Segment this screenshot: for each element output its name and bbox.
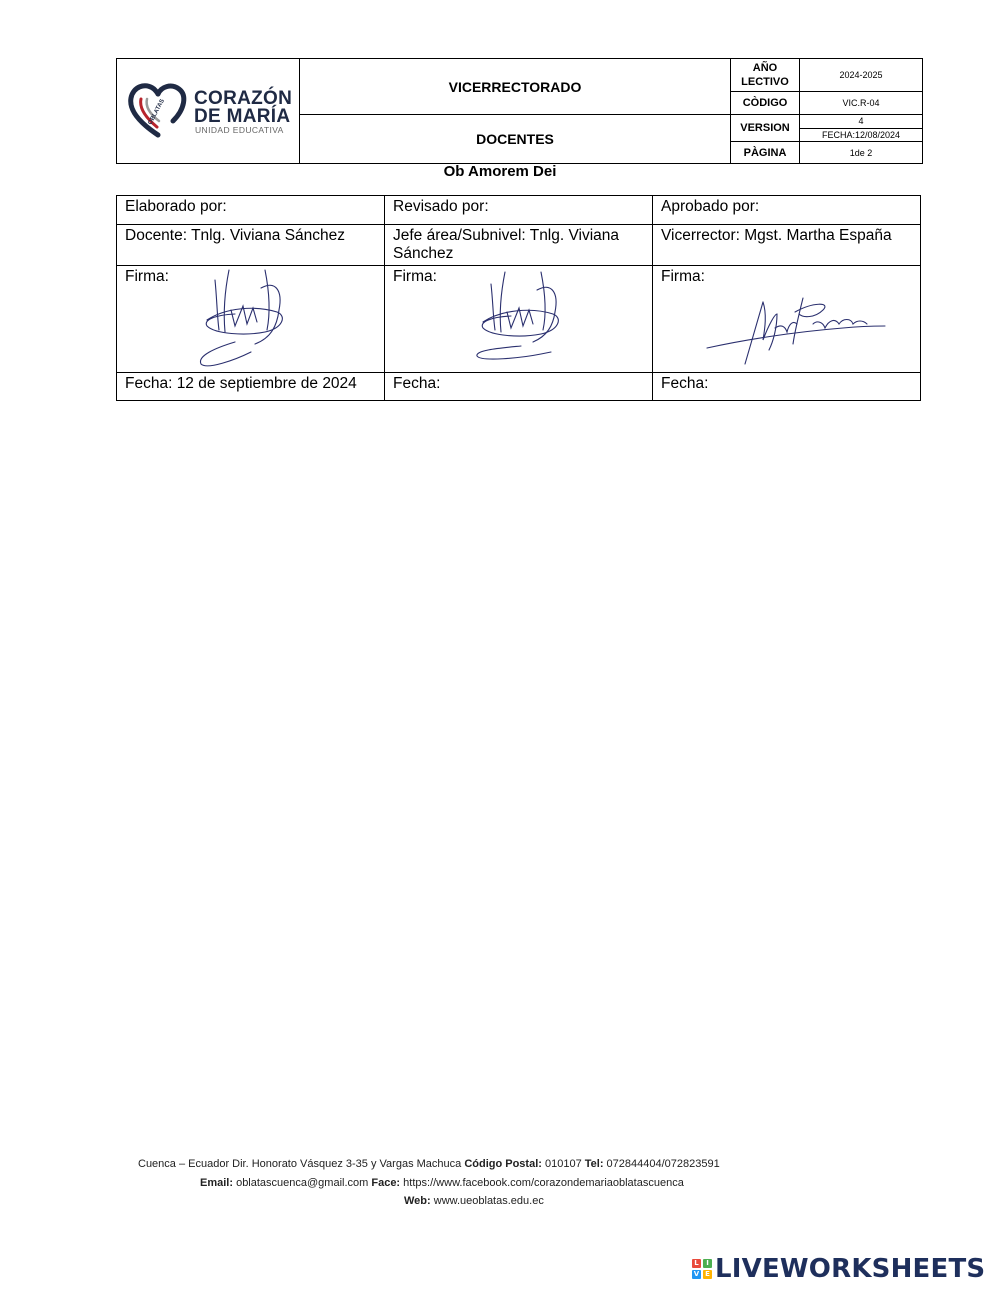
footer-face-value[interactable]: https://www.facebook.com/corazondemariaoblatascuenca (400, 1177, 684, 1189)
name-aprobado: Vicerrector: Mgst. Martha España (653, 225, 921, 266)
approval-table (116, 195, 921, 401)
footer-face-label: Face: (371, 1177, 401, 1189)
logo-line-1: CORAZÓN (194, 88, 293, 109)
logo-heart-text: OBLATAS (147, 98, 166, 126)
value-ano-lectivo: 2024-2025 (800, 59, 923, 92)
label-codigo: CÒDIGO (731, 92, 800, 115)
footer-line-contact (200, 1177, 684, 1189)
footer-email-value[interactable]: oblatascuenca@gmail.com (233, 1177, 372, 1189)
footer-web-label: Web: (404, 1195, 431, 1207)
signature-image-1 (195, 260, 295, 372)
document-header (116, 58, 923, 164)
signature-image-3 (703, 284, 893, 368)
brand-grid-cell: E (703, 1270, 712, 1279)
value-pagina: 1de 2 (800, 142, 923, 164)
brand-grid-cell: V (693, 1270, 700, 1278)
footer-postal-value: 010107 (541, 1158, 585, 1170)
footer-line-web (404, 1195, 544, 1207)
value-codigo: VIC.R-04 (800, 92, 923, 115)
firma-label: Firma: (661, 268, 705, 285)
footer-address: Cuenca – Ecuador Dir. Honorato Vásquez 3-35 y Vargas Machuca (138, 1158, 465, 1170)
date-revisado: Fecha: (385, 373, 653, 401)
signature-cell-aprobado (653, 266, 921, 373)
version-date: FECHA:12/08/2024 (821, 129, 901, 140)
liveworksheets-brand[interactable] (692, 1253, 985, 1285)
footer-tel-value: 072844404/072823591 (603, 1158, 720, 1170)
header-revisado: Revisado por: (385, 196, 653, 225)
date-aprobado: Fecha: (653, 373, 921, 401)
heart-logo-icon (127, 81, 189, 139)
liveworksheets-wordmark: LIVEWORKSHEETS (715, 1254, 986, 1284)
name-revisado: Jefe área/Subnivel: Tnlg. Viviana Sánchez (385, 225, 653, 266)
label-ano-lectivo: AÑO LECTIVO (731, 59, 800, 92)
footer-line-address (138, 1158, 720, 1170)
header-elaborado: Elaborado por: (117, 196, 385, 225)
label-pagina: PÀGINA (731, 142, 800, 164)
brand-grid-cell: L (692, 1259, 701, 1268)
name-elaborado: Docente: Tnlg. Viviana Sánchez (117, 225, 385, 266)
version-number: 4 (800, 115, 922, 129)
liveworksheets-logo-icon (692, 1259, 712, 1279)
footer-tel-label: Tel: (584, 1158, 604, 1170)
logo-line-2: DE MARÍA (194, 106, 291, 127)
school-logo (117, 59, 300, 163)
value-version (800, 115, 923, 142)
signature-cell-revisado (385, 266, 653, 373)
header-title-top: VICERRECTORADO (300, 59, 731, 115)
motto: Ob Amorem Dei (443, 163, 557, 180)
signature-image-2 (471, 264, 571, 368)
signature-cell-elaborado (117, 266, 385, 373)
footer-email-label: Email: (200, 1177, 234, 1189)
label-version: VERSION (731, 115, 800, 142)
header-aprobado: Aprobado por: (653, 196, 921, 225)
date-elaborado: Fecha: 12 de septiembre de 2024 (117, 373, 385, 401)
header-title-bottom: DOCENTES (300, 115, 731, 164)
brand-grid-cell: I (703, 1259, 712, 1268)
footer-postal-label: Código Postal: (464, 1158, 542, 1170)
footer-web-value[interactable]: www.ueoblatas.edu.ec (430, 1195, 544, 1207)
logo-cell (117, 59, 300, 164)
firma-label: Firma: (125, 268, 169, 285)
logo-line-3: UNIDAD EDUCATIVA (195, 125, 284, 135)
firma-label: Firma: (393, 268, 437, 285)
